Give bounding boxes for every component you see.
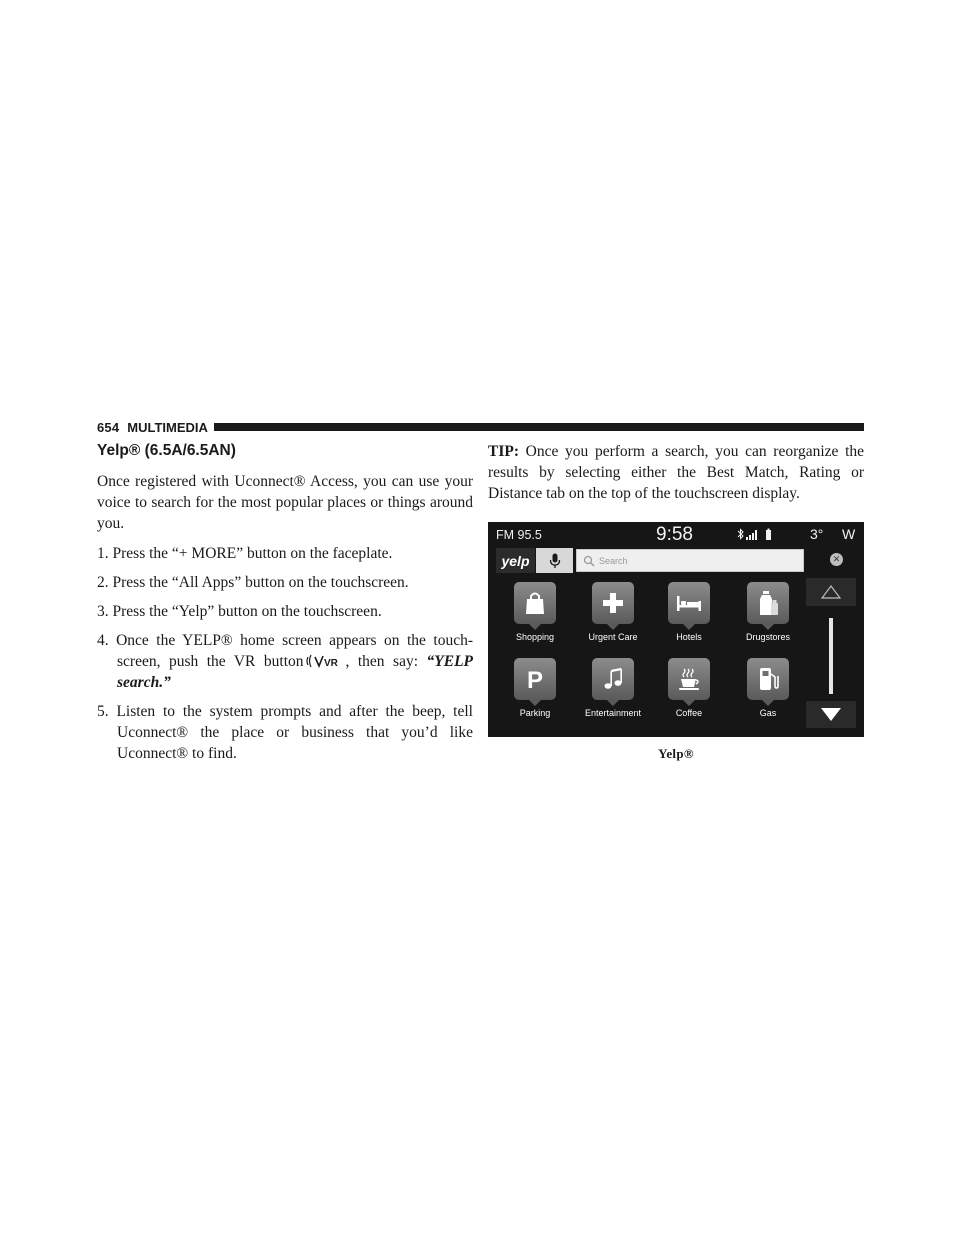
scrollbar-track[interactable] bbox=[829, 618, 833, 694]
scroll-up-button[interactable] bbox=[806, 578, 856, 606]
category-tile-hotels[interactable] bbox=[659, 582, 719, 648]
step-4-text: 4. Once the YELP® home screen appears on the touch-screen, push the VR button bbox=[97, 632, 473, 670]
right-column bbox=[488, 441, 864, 513]
category-tile-coffee[interactable] bbox=[659, 658, 719, 724]
tile-label: Urgent Care bbox=[588, 632, 638, 642]
tile-label: Drugstores bbox=[745, 632, 790, 642]
status-bar bbox=[488, 522, 864, 548]
step-4-then: , then say: bbox=[345, 653, 419, 670]
gas-pump-icon bbox=[757, 666, 779, 692]
step-4 bbox=[97, 630, 473, 693]
voice-search-button[interactable] bbox=[536, 548, 573, 573]
yelp-logo: yelp bbox=[496, 548, 535, 573]
tile-label: Hotels bbox=[676, 632, 702, 642]
medical-cross-icon bbox=[602, 592, 624, 614]
triangle-down-icon bbox=[820, 707, 842, 722]
scroll-down-button[interactable] bbox=[806, 701, 856, 728]
svg-text:P: P bbox=[526, 667, 544, 691]
tile-label: Gas bbox=[759, 708, 777, 718]
triangle-up-icon bbox=[821, 585, 841, 599]
clock: 9:58 bbox=[656, 524, 693, 545]
section-title: Yelp® (6.5A/6.5AN) bbox=[97, 442, 236, 459]
step-5: 5. Listen to the system prompts and after the beep, tell Uconnect® the place or business that you’d like Uconnect® to find. bbox=[97, 703, 473, 762]
tile-label: Parking bbox=[519, 708, 551, 718]
yelp-touchscreen bbox=[488, 522, 864, 737]
music-note-icon bbox=[602, 667, 624, 691]
voice-recognition-icon bbox=[306, 654, 344, 668]
microphone-icon bbox=[549, 553, 561, 569]
step-3: 3. Press the “Yelp” button on the touchscreen. bbox=[97, 603, 382, 620]
parking-icon bbox=[524, 667, 546, 691]
category-tile-parking[interactable] bbox=[505, 658, 565, 724]
category-tile-urgent-care[interactable] bbox=[583, 582, 643, 648]
page-number: 654 bbox=[97, 419, 120, 435]
radio-station[interactable]: FM 95.5 bbox=[496, 528, 542, 542]
scroll-control bbox=[806, 578, 856, 728]
section-name: MULTIMEDIA bbox=[127, 419, 208, 435]
intro-paragraph: Once registered with Uconnect® Access, you can use your voice to search for the most popular places or things around you. bbox=[97, 473, 473, 532]
header-rule bbox=[214, 423, 864, 431]
search-icon bbox=[583, 555, 595, 567]
category-tile-gas[interactable] bbox=[738, 658, 798, 724]
steps-list bbox=[97, 543, 473, 764]
tip-paragraph bbox=[488, 441, 864, 504]
left-column bbox=[97, 441, 473, 772]
category-tile-entertainment[interactable] bbox=[583, 658, 643, 724]
tile-label: Entertainment bbox=[584, 708, 642, 718]
category-tile-shopping[interactable] bbox=[505, 582, 565, 648]
figure-caption: Yelp® bbox=[658, 746, 694, 761]
search-input[interactable] bbox=[576, 549, 804, 572]
bluetooth-signal-battery-icon bbox=[736, 527, 778, 541]
compass-direction: W bbox=[842, 526, 856, 542]
coffee-cup-icon bbox=[677, 667, 701, 691]
search-bar bbox=[496, 548, 856, 573]
bed-icon bbox=[676, 594, 702, 612]
clear-search-button[interactable]: ✕ bbox=[830, 553, 843, 566]
bottles-icon bbox=[757, 590, 779, 616]
tip-text: Once you perform a search, you can reorganize the results by selecting either the Best Match, Rating or Distance tab on the top of the touchscreen display. bbox=[488, 443, 865, 502]
tile-label: Shopping bbox=[515, 632, 555, 642]
search-placeholder: Search bbox=[599, 555, 628, 566]
page-header bbox=[97, 419, 864, 435]
shopping-bag-icon bbox=[524, 591, 546, 615]
step-1: 1. Press the “+ MORE” button on the faceplate. bbox=[97, 545, 393, 562]
category-tile-drugstores[interactable] bbox=[738, 582, 798, 648]
tip-label: TIP: bbox=[488, 443, 519, 460]
outside-temperature: 3° bbox=[810, 526, 824, 542]
svg-text:VR: VR bbox=[323, 658, 338, 668]
step-2: 2. Press the “All Apps” button on the touchscreen. bbox=[97, 574, 409, 591]
step-4-quote: “YELP search.” bbox=[117, 653, 474, 691]
tile-label: Coffee bbox=[675, 708, 703, 718]
